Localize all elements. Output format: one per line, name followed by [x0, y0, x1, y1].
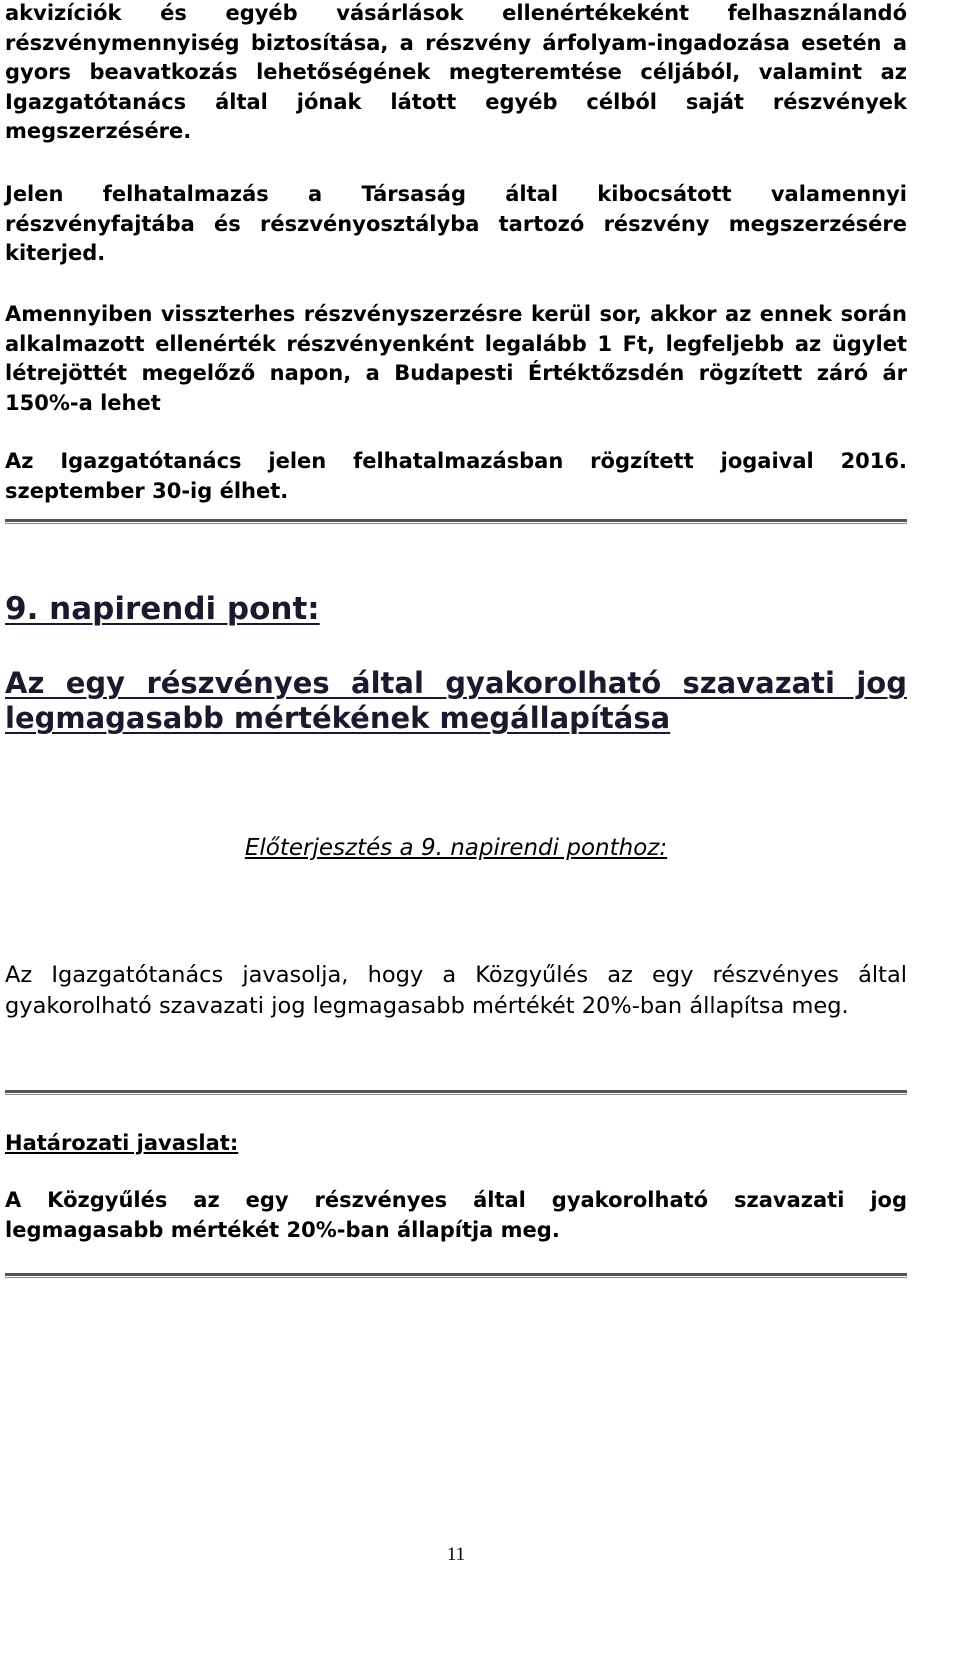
page-number: 11: [446, 1544, 466, 1565]
proposal-text: Az Igazgatótanács javasolja, hogy a Közgyűlés az egy részvényes által gyakorolható szavazati jog legmagasabb mértékét 20%-ban állapítsa meg.: [5, 962, 907, 1019]
paragraph-authorization-deadline: Az Igazgatótanács jelen felhatalmazásban rögzített jogaival 2016. szeptember 30-ig élhet.: [5, 449, 907, 503]
paragraph-share-acquisition-purposes: akvizíciók és egyéb vásárlások ellenértékeként felhasználandó részvénymennyiség biztosítása, a részvény árfolyam-ingadozása esetén a gyors beavatkozás lehetőségének megteremtése céljából, valamint az Igazgatótanács által jónak látott egyéb célból saját részvények megszerzésére.: [5, 1, 907, 143]
section-divider: [5, 1090, 907, 1095]
section-divider: [5, 1273, 907, 1278]
paragraph-authorization-scope: Jelen felhatalmazás a Társaság által kibocsátott valamennyi részvényfajtába és részvényosztályba tartozó részvény megszerzésére kiterjed.: [5, 182, 907, 265]
resolution-label: Határozati javaslat:: [5, 1131, 239, 1155]
agenda-item-heading: 9. napirendi pont:: [5, 591, 320, 627]
paragraph-consideration-price: Amennyiben visszterhes részvényszerzésre kerül sor, akkor az ennek során alkalmazott ellenérték részvényenként legalább 1 Ft, legfeljebb az ügylet létrejöttét megelőző napon, a Budapesti Értéktőzsdén rögzített záró ár 150%-a lehet: [5, 302, 907, 415]
resolution-text: A Közgyűlés az egy részvényes által gyakorolható szavazati jog legmagasabb mértékét 20%-ban állapítja meg.: [5, 1188, 907, 1242]
section-divider: [5, 519, 907, 524]
agenda-item-title: Az egy részvényes által gyakorolható szavazati jog legmagasabb mértékének megállapítása: [5, 666, 907, 735]
proposal-label: Előterjesztés a 9. napirendi ponthoz:: [244, 835, 668, 861]
